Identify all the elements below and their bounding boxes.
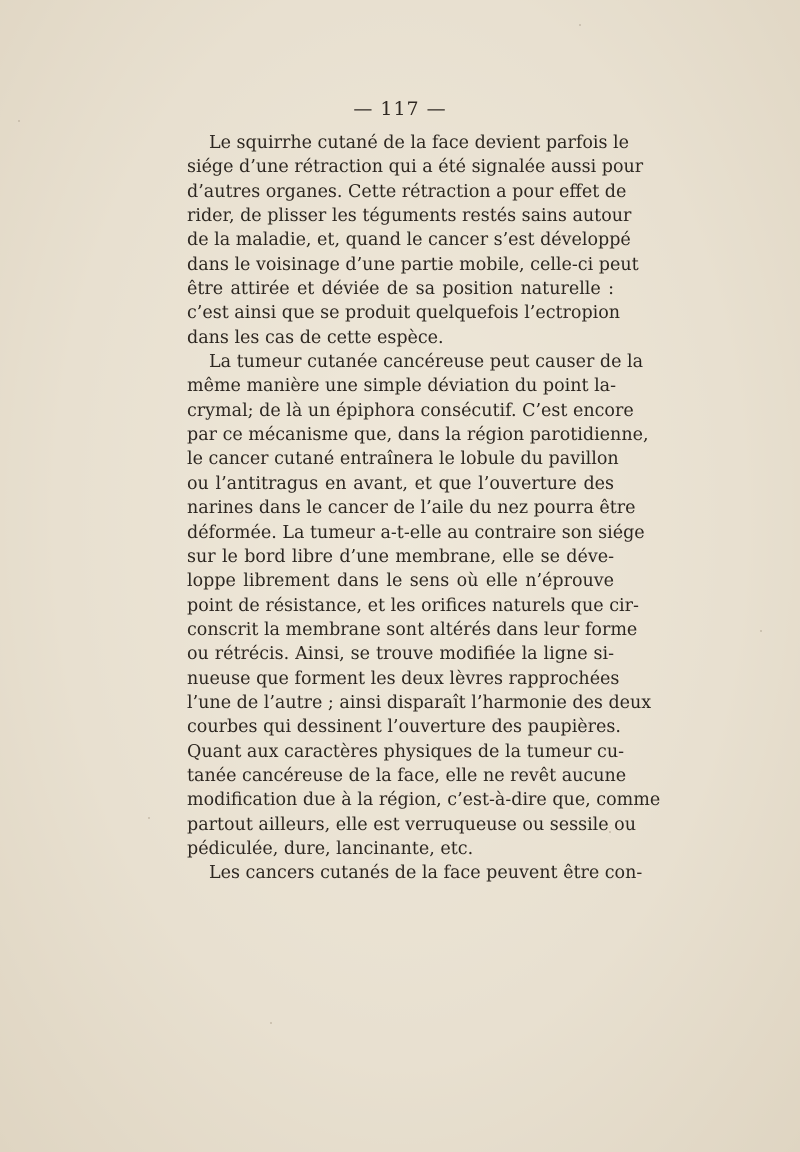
paper-speck: [579, 24, 581, 26]
text-line: ou l’antitragus en avant, et que l’ouverture des: [187, 473, 614, 494]
text-line: narines dans le cancer de l’aile du nez pourra être: [187, 498, 636, 519]
text-line: conscrit la membrane sont altérés dans leur forme: [187, 619, 638, 640]
paragraph: [187, 861, 643, 885]
text-line: de la maladie, et, quand le cancer s’est développé: [187, 230, 631, 251]
text-line: même manière une simple déviation du point la-: [187, 376, 617, 397]
text-line: dans le voisinage d’une partie mobile, celle-ci peut: [187, 254, 639, 275]
text-line: nueuse que forment les deux lèvres rapprochées: [187, 668, 620, 689]
text-line: tanée cancéreuse de la face, elle ne revêt aucune: [187, 765, 627, 786]
paragraph: [187, 350, 661, 861]
text-line: La tumeur cutanée cancéreuse peut causer de la: [209, 352, 644, 373]
text-line: Les cancers cutanés de la face peuvent être con-: [209, 863, 643, 884]
text-line: Quant aux caractères physiques de la tumeur cu-: [187, 741, 625, 762]
text-line: ou rétrécis. Ainsi, se trouve modifiée la ligne si-: [187, 644, 614, 665]
page-number: — 117 —: [353, 98, 447, 120]
body-text: [187, 131, 661, 886]
paragraph: [187, 131, 644, 350]
text-line: point de résistance, et les orifices naturels que cir-: [187, 595, 639, 616]
text-line: siége d’une rétraction qui a été signalée aussi pour: [187, 157, 644, 178]
paper-speck: [760, 630, 762, 632]
text-line: par ce mécanisme que, dans la région parotidienne,: [187, 425, 649, 446]
text-line: partout ailleurs, elle est verruqueuse ou sessile ou: [187, 814, 636, 835]
text-line: c’est ainsi que se produit quelquefois l’ectropion: [187, 303, 621, 324]
text-line: déformée. La tumeur a-t-elle au contraire son siége: [187, 522, 645, 543]
text-line: le cancer cutané entraînera le lobule du pavillon: [187, 449, 619, 470]
text-line: pédiculée, dure, lancinante, etc.: [187, 838, 474, 859]
text-line: être attirée et déviée de sa position naturelle :: [187, 279, 614, 300]
text-line: crymal; de là un épiphora consécutif. C’est encore: [187, 400, 634, 421]
text-line: l’une de l’autre ; ainsi disparaît l’harmonie des deux: [187, 692, 652, 713]
text-line: d’autres organes. Cette rétraction a pour effet de: [187, 181, 627, 202]
text-line: loppe librement dans le sens où elle n’éprouve: [187, 571, 614, 592]
paper-speck: [18, 120, 20, 122]
text-line: courbes qui dessinent l’ouverture des paupières.: [187, 717, 621, 738]
paper-speck: [270, 1022, 272, 1024]
text-line: Le squirrhe cutané de la face devient parfois le: [209, 133, 629, 153]
text-line: rider, de plisser les téguments restés sains autour: [187, 206, 632, 227]
text-line: dans les cas de cette espèce.: [187, 327, 444, 348]
paper-speck: [148, 817, 150, 819]
text-line: modification due à la région, c’est-à-dire que, comme: [187, 790, 661, 811]
text-line: sur le bord libre d’une membrane, elle se déve-: [187, 546, 614, 567]
